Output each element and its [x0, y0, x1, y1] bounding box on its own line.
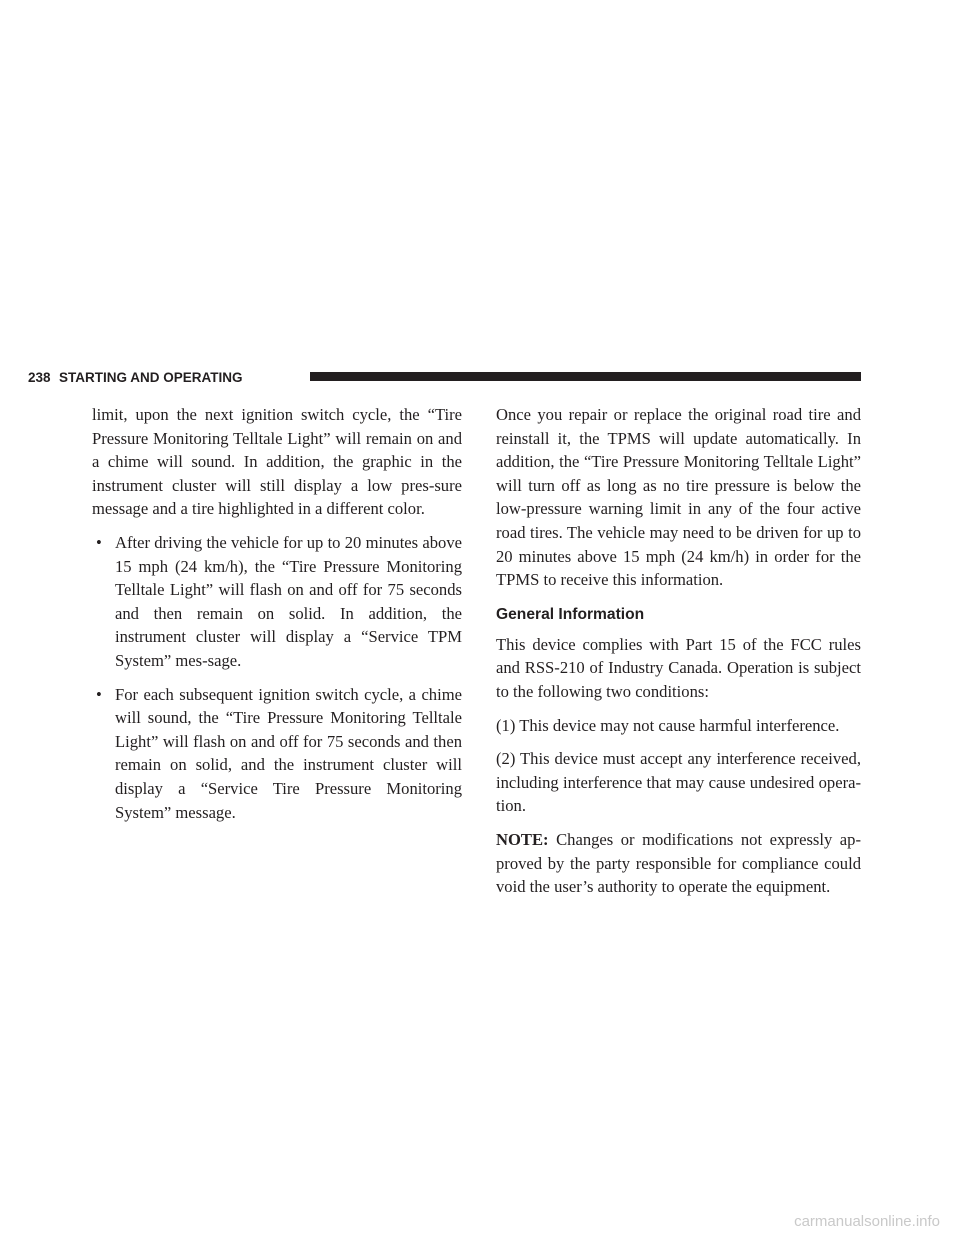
list-item	[92, 683, 462, 825]
note-label: NOTE:	[496, 829, 549, 849]
left-column	[92, 403, 462, 834]
right-column	[496, 403, 861, 909]
section-title: STARTING AND OPERATING	[59, 370, 243, 385]
section-heading: General Information	[496, 605, 645, 623]
condition-1: (1) This device may not cause harmful interference.	[496, 715, 840, 735]
list-item-text: After driving the vehicle for up to 20 minutes above 15 mph (24 km/h), the “Tire Pressure Monitoring Telltale Light” will flash on and off for 75 seconds and then remain on solid. In addition, the instrument cluster will display a “Service TPM System” mes-sage.	[115, 532, 462, 670]
watermark: carmanualsonline.info	[794, 1213, 940, 1230]
bullet-icon: •	[96, 684, 102, 704]
intro-paragraph: Once you repair or replace the original road tire and reinstall it, the TPMS will update automatically. In addition, the “Tire Pressure Monitoring Telltale Light” will turn off as long as no tire pressure is below the low-pressure warning limit in any of the four active road tires. The vehicle may need to be driven for up to 20 minutes above 15 mph (24 km/h) in order for the TPMS to receive this information.	[496, 405, 861, 590]
compliance-paragraph: This device complies with Part 15 of the FCC rules and RSS-210 of Industry Canada. Operation is subject to the following two conditions:	[496, 634, 861, 701]
note-text: Changes or modifications not expressly ap-proved by the party responsible for compliance could void the user’s authority to operate the equipment.	[496, 829, 861, 897]
page-number: 238	[28, 370, 51, 385]
bullet-icon: •	[96, 532, 102, 552]
list-item	[92, 531, 462, 673]
header-rule	[310, 372, 861, 381]
note-paragraph	[496, 828, 861, 899]
page-header	[28, 368, 861, 388]
condition-2: (2) This device must accept any interference received, including interference that may cause undesired opera-tion.	[496, 749, 861, 816]
list-item-text: For each subsequent ignition switch cycle, a chime will sound, the “Tire Pressure Monitoring Telltale Light” will flash on and off for 75 seconds and then remain on solid, and the instrument cluster will display a “Service Tire Pressure Monitoring System” message.	[115, 684, 462, 822]
continuation-paragraph: limit, upon the next ignition switch cycle, the “Tire Pressure Monitoring Telltale Light” will remain on and a chime will sound. In addition, the graphic in the instrument cluster will still display a low pres-sure message and a tire highlighted in a different color.	[92, 405, 462, 519]
